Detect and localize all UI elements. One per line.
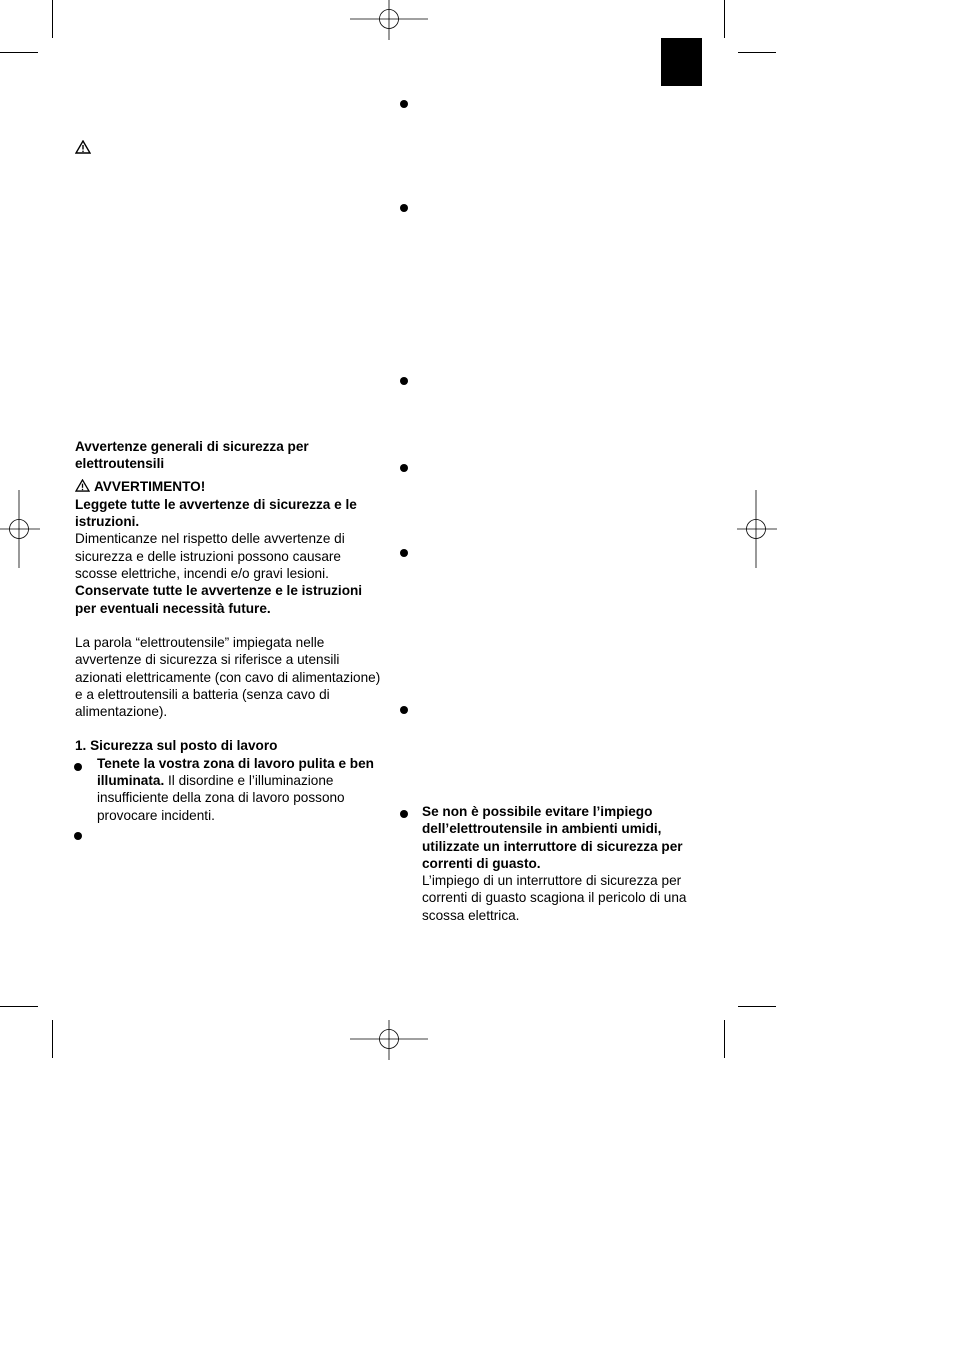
bullet-icon [400,810,408,818]
definition-text: La parola “elettroutensile” impiegata nelle avvertenze di sicurezza si riferisce a utensili azionati elettricamente (con cavo di alimentazione) e a elettroutensili a batteria (senza cavo di alimentazione). [75,634,381,720]
right-column [422,803,712,924]
warning-heading [75,478,385,496]
registration-mark-icon [0,490,40,568]
item-bold-text: Se non è possibile evitare l’impiego dell’elettroutensile in ambienti umidi, utilizzate un interruttore di sicurezza per correnti di guasto. [422,804,683,871]
keep-all-instruction: Conservate tutte le avvertenze e le istruzioni per eventuali necessità future. [75,583,363,616]
crop-mark [52,1020,53,1058]
crop-mark [724,1020,725,1058]
warning-label: AVVERTIMENTO! [94,478,206,494]
item-text: L’impiego di un interruttore di sicurezza per correnti di guasto scagiona il pericolo di una scossa elettrica. [422,873,687,923]
list-item [75,755,385,824]
bullet-icon [400,549,408,557]
warning-triangle-icon [75,140,91,158]
left-column [75,438,385,824]
registration-mark-icon [737,490,777,568]
crop-mark [52,0,53,38]
bullet-icon [400,204,408,212]
registration-mark-icon [350,0,428,40]
language-tab-marker [661,38,702,86]
section-title: Avvertenze generali di sicurezza per elettroutensili [75,439,309,472]
crop-mark [0,1006,38,1007]
bullet-icon [400,464,408,472]
neglect-text: Dimenticanze nel rispetto delle avvertenze di sicurezza e delle istruzioni possono causare scosse elettriche, incendi e/o gravi lesioni. [75,531,345,582]
warning-triangle-icon [75,479,90,496]
bullet-icon [74,763,82,771]
bullet-icon [400,706,408,714]
crop-mark [738,1006,776,1007]
registration-mark-icon [350,1020,428,1060]
crop-mark [738,52,776,53]
item-text: Il disordine e l’illuminazione insufficiente della zona di lavoro possono provocare incidenti. [97,773,345,823]
crop-mark [0,52,38,53]
bullet-icon [400,377,408,385]
bullet-icon [74,832,82,840]
crop-mark [724,0,725,38]
bullet-icon [400,100,408,108]
item-bold-text: Tenete la vostra zona di lavoro pulita e ben illuminata. [97,755,374,789]
subsection-title: 1. Sicurezza sul posto di lavoro [75,738,278,754]
read-all-instruction: Leggete tutte le avvertenze di sicurezza e le istruzioni. [75,496,357,530]
